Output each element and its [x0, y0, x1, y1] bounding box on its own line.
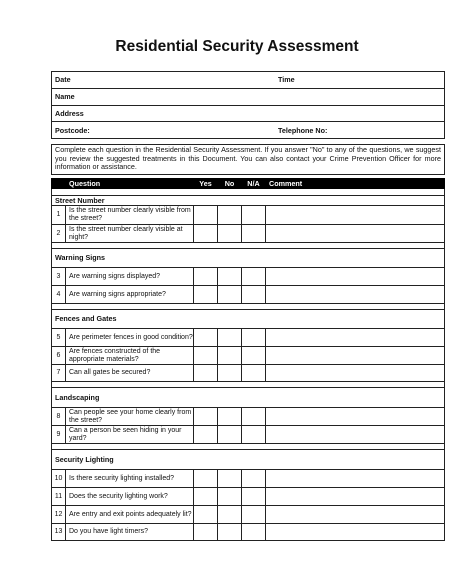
- yes-cell[interactable]: [194, 225, 218, 243]
- section-row: [52, 450, 445, 470]
- question-text: Are fences constructed of the appropriate materials?: [66, 347, 194, 365]
- question-text: Is the street number clearly visible from the street?: [66, 206, 194, 225]
- no-cell[interactable]: [218, 347, 242, 365]
- yes-cell[interactable]: [194, 365, 218, 382]
- na-cell[interactable]: [242, 426, 266, 444]
- question-number: 8: [52, 408, 66, 426]
- no-cell[interactable]: [218, 470, 242, 488]
- comment-cell[interactable]: [266, 268, 445, 286]
- comment-cell[interactable]: [266, 225, 445, 243]
- question-number: 6: [52, 347, 66, 365]
- no-cell[interactable]: [218, 268, 242, 286]
- question-text: Can people see your home clearly from the street?: [66, 408, 194, 426]
- question-text: Are warning signs appropriate?: [66, 286, 194, 304]
- section-title: Warning Signs: [52, 249, 445, 268]
- yes-cell[interactable]: [194, 329, 218, 347]
- section-row: [52, 388, 445, 408]
- question-number: 10: [52, 470, 66, 488]
- no-cell[interactable]: [218, 329, 242, 347]
- instructions-text: Complete each question in the Residential Security Assessment. If you answer "No" to any of the questions, we suggest you review the suggested treatments in this Document. You can also contact your Crime Prevention Officer for more information or assistance.: [52, 145, 445, 175]
- question-text: Is there security lighting installed?: [66, 470, 194, 488]
- question-row: [52, 506, 445, 524]
- section-row: [52, 249, 445, 268]
- question-text: Can a person be seen hiding in your yard?: [66, 426, 194, 444]
- na-cell[interactable]: [242, 488, 266, 506]
- section-row: [52, 196, 445, 206]
- question-number: 5: [52, 329, 66, 347]
- no-cell[interactable]: [218, 286, 242, 304]
- question-number: 7: [52, 365, 66, 382]
- na-header: N/A: [242, 179, 266, 189]
- question-row: [52, 365, 445, 382]
- question-number: 9: [52, 426, 66, 444]
- time-field[interactable]: [275, 72, 445, 89]
- na-cell[interactable]: [242, 470, 266, 488]
- date-label: Date: [55, 75, 71, 85]
- comment-cell[interactable]: [266, 286, 445, 304]
- comment-cell[interactable]: [266, 524, 445, 541]
- no-cell[interactable]: [218, 524, 242, 541]
- question-row: [52, 408, 445, 426]
- yes-cell[interactable]: [194, 268, 218, 286]
- no-header: No: [218, 179, 242, 189]
- question-text: Does the security lighting work?: [66, 488, 194, 506]
- question-number: 13: [52, 524, 66, 541]
- question-number: 11: [52, 488, 66, 506]
- question-row: [52, 426, 445, 444]
- yes-cell[interactable]: [194, 347, 218, 365]
- question-row: [52, 268, 445, 286]
- address-label: Address: [55, 108, 84, 118]
- section-title: Street Number: [52, 196, 445, 206]
- question-body: [52, 189, 445, 541]
- question-row: [52, 470, 445, 488]
- question-number: 12: [52, 506, 66, 524]
- question-number: 1: [52, 206, 66, 225]
- name-label: Name: [55, 92, 75, 102]
- no-cell[interactable]: [218, 365, 242, 382]
- na-cell[interactable]: [242, 225, 266, 243]
- comment-cell[interactable]: [266, 488, 445, 506]
- spacer-row: [52, 189, 445, 196]
- instructions-box: [51, 144, 445, 175]
- no-cell[interactable]: [218, 506, 242, 524]
- yes-cell[interactable]: [194, 408, 218, 426]
- question-text: Do you have light timers?: [66, 524, 194, 541]
- section-title: Landscaping: [52, 388, 445, 408]
- comment-cell[interactable]: [266, 426, 445, 444]
- no-cell[interactable]: [218, 488, 242, 506]
- na-cell[interactable]: [242, 206, 266, 225]
- question-text: Is the street number clearly visible at night?: [66, 225, 194, 243]
- comment-cell[interactable]: [266, 470, 445, 488]
- question-row: [52, 286, 445, 304]
- question-text: Are perimeter fences in good condition?: [66, 329, 194, 347]
- name-field[interactable]: [52, 88, 445, 105]
- date-field[interactable]: [52, 72, 276, 89]
- yes-cell[interactable]: [194, 470, 218, 488]
- na-cell[interactable]: [242, 408, 266, 426]
- postcode-label: Postcode:: [55, 125, 90, 135]
- comment-cell[interactable]: [266, 408, 445, 426]
- yes-header: Yes: [194, 179, 218, 189]
- question-text: Can all gates be secured?: [66, 365, 194, 382]
- no-cell[interactable]: [218, 225, 242, 243]
- time-label: Time: [278, 75, 295, 85]
- na-cell[interactable]: [242, 524, 266, 541]
- comment-header: Comment: [266, 179, 445, 189]
- yes-cell[interactable]: [194, 524, 218, 541]
- question-row: [52, 347, 445, 365]
- na-cell[interactable]: [242, 329, 266, 347]
- na-cell[interactable]: [242, 506, 266, 524]
- na-cell[interactable]: [242, 286, 266, 304]
- no-cell[interactable]: [218, 426, 242, 444]
- info-table: [51, 71, 445, 139]
- comment-cell[interactable]: [266, 365, 445, 382]
- na-cell[interactable]: [242, 365, 266, 382]
- question-header: Question: [66, 179, 194, 189]
- question-number: 2: [52, 225, 66, 243]
- question-row: [52, 225, 445, 243]
- yes-cell[interactable]: [194, 206, 218, 225]
- comment-cell[interactable]: [266, 506, 445, 524]
- page-title: Residential Security Assessment: [115, 38, 359, 55]
- comment-cell[interactable]: [266, 347, 445, 365]
- comment-cell[interactable]: [266, 206, 445, 225]
- na-cell[interactable]: [242, 347, 266, 365]
- section-row: [52, 310, 445, 329]
- question-number: 4: [52, 286, 66, 304]
- yes-cell[interactable]: [194, 488, 218, 506]
- section-title: Fences and Gates: [52, 310, 445, 329]
- yes-cell[interactable]: [194, 286, 218, 304]
- yes-cell[interactable]: [194, 506, 218, 524]
- question-row: [52, 206, 445, 225]
- telephone-field[interactable]: [275, 122, 445, 139]
- comment-cell[interactable]: [266, 329, 445, 347]
- no-cell[interactable]: [218, 206, 242, 225]
- question-number: 3: [52, 268, 66, 286]
- question-table: [51, 178, 445, 541]
- no-cell[interactable]: [218, 408, 242, 426]
- postcode-field[interactable]: [52, 122, 276, 139]
- question-text: Are warning signs displayed?: [66, 268, 194, 286]
- question-row: [52, 524, 445, 541]
- question-text: Are entry and exit points adequately lit?: [66, 506, 194, 524]
- question-row: [52, 488, 445, 506]
- na-cell[interactable]: [242, 268, 266, 286]
- num-header: [52, 179, 66, 189]
- yes-cell[interactable]: [194, 426, 218, 444]
- telephone-label: Telephone No:: [278, 125, 328, 135]
- table-header: [52, 179, 445, 189]
- address-field[interactable]: [52, 105, 445, 122]
- question-row: [52, 329, 445, 347]
- section-title: Security Lighting: [52, 450, 445, 470]
